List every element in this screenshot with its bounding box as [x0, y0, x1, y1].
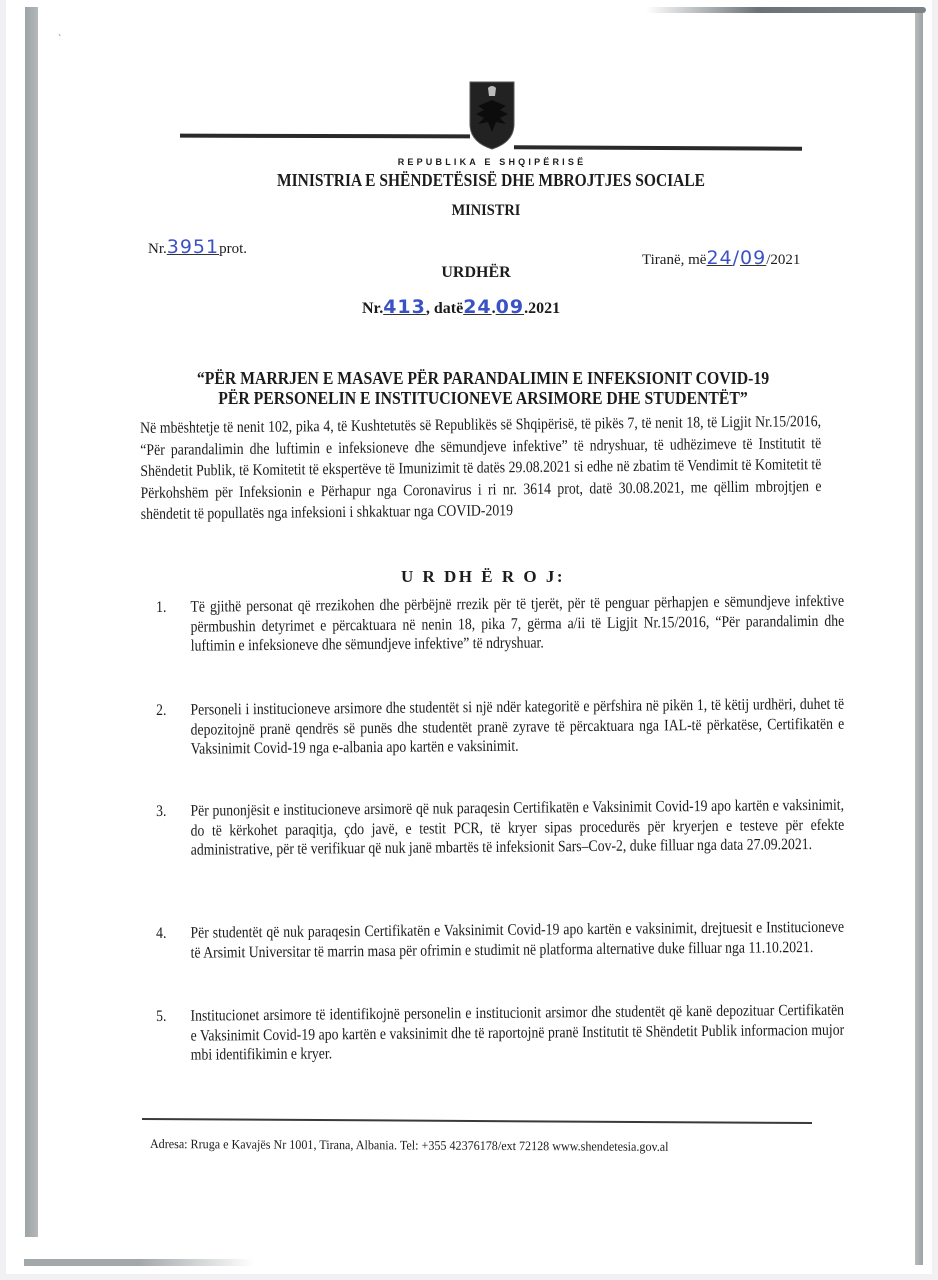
order-handwritten-number: 413	[383, 296, 426, 318]
protocol-suffix: prot.	[219, 241, 248, 257]
protocol-handwritten-number: 3951	[166, 236, 220, 258]
list-item-number: 3.	[156, 802, 167, 820]
order-title-line-2: PËR PERSONELIN E INSTITUCIONEVE ARSIMORE DHE STUDENTËT”	[218, 388, 748, 408]
handwritten-month: 09	[740, 247, 767, 269]
list-item	[156, 695, 844, 760]
list-item-text: Për studentët që nuk paraqesin Certifikatën e Vaksinimit Covid-19 apo kartën e vaksinimit, drejtuesit e Institucioneve të Arsimit Universitar të marrin masa për ofrimin e studimit në platforma alternative duke filluar nga 11.10.2021.	[190, 918, 845, 962]
republic-label: REPUBLIKA E SHQIPËRISË	[397, 157, 587, 167]
order-handwritten-month: 09	[495, 296, 525, 318]
list-item-number: 1.	[156, 598, 167, 616]
list-item-text: Personeli i institucioneve arsimore dhe studentët si një ndër kategoritë e përfshira në pikën 1, të këtij urdhëri, duhet të depozitojnë pranë qendrës së punës dhe studentët pranë zyrave të përcaktuara nga IAL-të përkatëse, Certifikatën e Vaksinimit Covid-19 nga e-albania apo kartën e vaksinimit.	[190, 695, 845, 758]
place-date	[642, 247, 800, 269]
handwritten-day: 24	[706, 247, 733, 269]
order-year: .2021	[524, 300, 561, 317]
order-handwritten-day: 24	[463, 296, 492, 318]
footer-address: Adresa: Rruga e Kavajës Nr 1001, Tirana, Albania. Tel: +355 42376178/ext 72128 www.shendetesia.gov.al	[149, 1136, 669, 1154]
protocol-number	[148, 236, 247, 258]
order-date-prefix: , datë	[425, 300, 464, 317]
list-item	[156, 918, 844, 963]
document-page	[6, 0, 932, 1274]
header-rule-left	[180, 134, 470, 139]
order-nr-prefix: Nr.	[362, 300, 384, 317]
page-edge-bottom	[24, 1259, 254, 1266]
ministry-name: MINISTRIA E SHËNDETËSISË DHE MBROJTJES SOCIALE	[277, 170, 705, 190]
list-item	[156, 1001, 844, 1066]
list-item	[156, 796, 844, 861]
paper-mark: ˋ	[58, 34, 62, 45]
office-label: MINISTRI	[451, 202, 521, 219]
list-item-number: 5.	[156, 1007, 167, 1025]
albanian-coat-of-arms-icon	[468, 80, 516, 150]
page-edge-left	[25, 7, 38, 1237]
header-rule-right	[514, 145, 802, 151]
order-number-line	[362, 296, 560, 318]
preamble-paragraph: Në mbështetje të nenit 102, pika 4, të Kushtetutës së Republikës së Shqipërisë, të pikës 7, të nenit 18, të Ligjit Nr.15/2016, “Për parandalimin dhe luftimin e infeksioneve dhe sëmundjeve infektive” të ndryshuar, të udhëzimeve të Institutit të Shëndetit Publik, të Komitetit të ekspertëve të Imunizimit të datës 29.08.2021 si edhe në zbatim të Vendimit të Komitetit të Përkohshëm për Infeksionin e Përhapur nga Coronavirus i ri nr. 3614 prot, datë 30.08.2021, me qëllim mbrojtjen e shëndetit të popullatës nga infeksioni i shkaktuar nga COVID-2019	[140, 413, 822, 523]
order-date-dot: .	[491, 300, 496, 317]
order-title	[173, 368, 794, 408]
date-year: /2021	[766, 252, 801, 268]
footer-rule	[142, 1118, 812, 1124]
order-heading: URDHËR	[441, 264, 511, 281]
list-item-number: 2.	[156, 701, 167, 719]
list-item-text: Institucionet arsimore të identifikojnë personelin e institucionit arsimor dhe studentët që kanë depozituar Certifikatën e Vaksinimit Covid-19 apo kartën e vaksinimit dhe të raportojnë pranë Institutit të Shëndetit Publik informacion mujor mbi identifikimin e kryer.	[190, 1001, 845, 1064]
directive-heading: U R DH Ë R O J:	[400, 567, 566, 586]
place-prefix: Tiranë, më	[642, 252, 707, 268]
list-item	[156, 592, 844, 657]
list-item-text: Të gjithë personat që rrezikohen dhe përbëjnë rrezik për të tjerët, për të penguar përhapjen e sëmundjeve infektive përmbushin detyrimet e përcaktuara në nenin 18, pika 7, gërma a/ii të Ligjit Nr.15/2016, “Për parandalimin dhe luftimin e infeksioneve dhe sëmundjeve infektive” të ndryshuar.	[190, 592, 845, 655]
page-edge-top	[646, 7, 926, 13]
list-item-number: 4.	[156, 924, 167, 942]
date-separator: /	[732, 247, 741, 269]
page-edge-right	[915, 10, 923, 1265]
list-item-text: Për punonjësit e institucioneve arsimorë që nuk paraqesin Certifikatën e Vaksinimit Covid-19 apo kartën e vaksinimit, do të kërkohet paraqitja, çdo javë, e testit PCR, të kryer sipas procedurës për kryerjen e testeve për efekte administrative, për të verifikuar që nuk janë mbartës të infeksionit Sars–Cov-2, duke filluar nga data 27.09.2021.	[190, 796, 845, 859]
protocol-prefix: Nr.	[148, 241, 167, 257]
order-title-line-1: “PËR MARRJEN E MASAVE PËR PARANDALIMIN E INFEKSIONIT COVID-19	[196, 368, 770, 388]
